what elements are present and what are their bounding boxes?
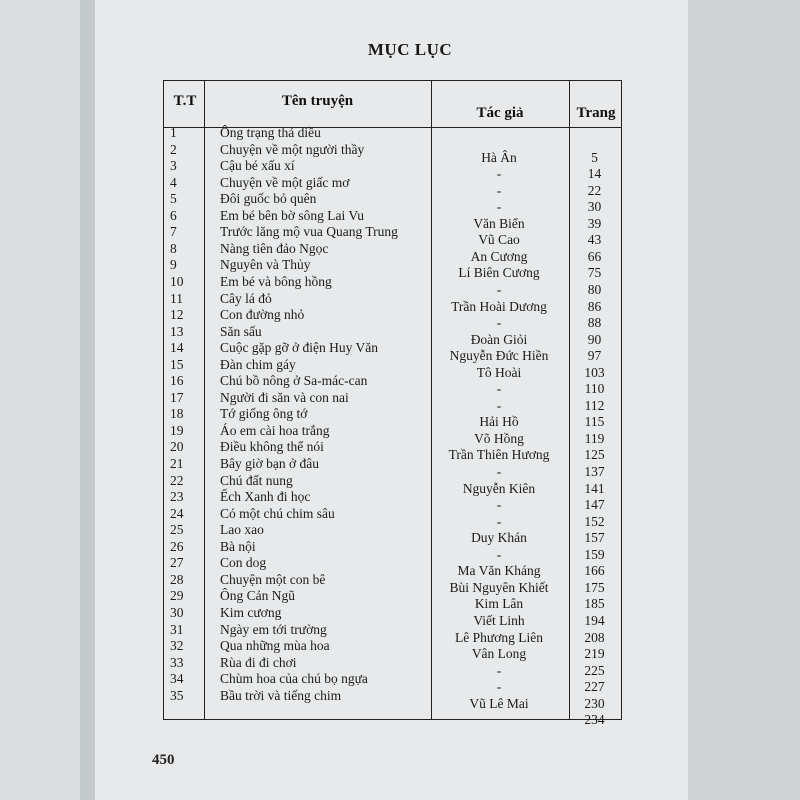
row-page: 227: [584, 679, 605, 695]
page-number: 450: [152, 752, 175, 768]
row-number: 34: [170, 671, 184, 687]
row-page: 86: [587, 298, 602, 314]
row-title: Chùm hoa của chú bọ ngựa: [220, 671, 368, 687]
row-author: -: [496, 679, 502, 695]
header-tt: T.T: [173, 93, 197, 109]
row-title: Cây lá đỏ: [220, 290, 272, 306]
row-author: Bùi Nguyên Khiết: [449, 579, 549, 595]
row-page: 5: [591, 149, 598, 165]
row-title: Em bé và bông hồng: [220, 273, 332, 289]
row-author: Trần Hoài Dương: [451, 298, 547, 314]
row-author: -: [496, 546, 502, 562]
row-page: 110: [584, 381, 605, 397]
row-number: 17: [170, 389, 184, 405]
table-row: [164, 456, 621, 479]
row-page: 152: [584, 513, 605, 529]
row-author: -: [496, 381, 502, 397]
row-page: 141: [584, 480, 605, 496]
row-title: Nàng tiên đảo Ngọc: [220, 240, 329, 256]
row-author: Lí Biên Cương: [458, 265, 540, 281]
row-number: 15: [170, 356, 184, 372]
row-number: 7: [170, 224, 177, 240]
row-author: Hải Hồ: [479, 414, 519, 430]
row-number: 5: [170, 191, 177, 207]
row-author: Trần Thiên Hương: [448, 447, 550, 463]
row-number: 6: [170, 207, 177, 223]
row-number: 12: [170, 307, 184, 323]
row-page: 66: [587, 248, 602, 264]
book-spine-edge: [80, 0, 96, 800]
row-number: 24: [170, 505, 184, 521]
row-title: Chuyện một con bê: [220, 571, 326, 587]
row-page: 75: [587, 265, 602, 281]
row-title: Em bé bên bờ sông Lai Vu: [220, 207, 365, 223]
row-author: -: [496, 182, 502, 198]
row-title: Trước lăng mộ vua Quang Trung: [220, 224, 398, 240]
row-number: 18: [170, 406, 184, 422]
row-page: 90: [587, 331, 602, 347]
row-page: 157: [584, 530, 605, 546]
row-title: Chú bồ nông ở Sa-mác-can: [220, 373, 368, 389]
row-title: Ngày em tới trường: [220, 621, 327, 637]
table-row: [164, 439, 621, 463]
row-page: 14: [587, 166, 602, 182]
row-number: 9: [170, 257, 177, 273]
row-page: 185: [584, 596, 605, 612]
table-row: [164, 621, 621, 645]
facing-page: [688, 0, 800, 800]
row-author: -: [496, 464, 502, 479]
row-page: 137: [584, 464, 605, 479]
row-author: Vũ Cao: [478, 232, 520, 248]
row-title: Chuyện về một người thầy: [220, 141, 365, 157]
row-page: 22: [587, 182, 602, 198]
row-author: Văn Biển: [473, 215, 525, 231]
row-author: -: [496, 166, 502, 182]
row-number: 35: [170, 687, 184, 703]
row-title: Chuyện về một giấc mơ: [220, 174, 350, 190]
row-author: Lê Phương Liên: [455, 629, 543, 645]
row-page: 119: [584, 430, 605, 446]
row-author: Kim Lân: [474, 596, 524, 612]
row-number: 25: [170, 522, 184, 538]
row-page: 43: [587, 232, 602, 248]
row-title: Con đường nhỏ: [220, 307, 305, 323]
row-title: Bà nội: [220, 538, 256, 554]
row-page: 30: [587, 199, 602, 215]
row-author: Vũ Lê Mai: [469, 695, 529, 711]
row-number: 13: [170, 323, 184, 339]
row-page: 225: [584, 662, 605, 678]
row-author: Võ Hồng: [474, 430, 524, 446]
row-page: 39: [587, 215, 602, 231]
row-number: 3: [170, 158, 177, 174]
header-author: Tác giả: [476, 105, 524, 121]
row-author: Nguyễn Kiên: [462, 480, 536, 496]
row-title: Đàn chim gáy: [220, 356, 296, 372]
row-title: Bầu trời và tiếng chim: [220, 687, 342, 703]
row-number: 1: [170, 125, 177, 140]
row-author: -: [496, 513, 502, 529]
row-title: Lao xao: [220, 522, 264, 538]
header-page: Trang: [576, 105, 616, 121]
row-title: Ông Cản Ngũ: [220, 588, 295, 604]
row-page: 97: [587, 348, 602, 364]
row-author: An Cương: [470, 248, 528, 264]
row-title: Người đi săn và con nai: [220, 389, 349, 405]
table-row: [164, 141, 621, 165]
row-author: Hà Ân: [481, 149, 517, 165]
row-title: Cuộc gặp gỡ ở điện Huy Văn: [220, 340, 379, 356]
page-title: MỤC LỤC: [367, 40, 453, 59]
row-number: 33: [170, 654, 184, 670]
row-number: 10: [170, 273, 184, 289]
row-page: 103: [584, 364, 605, 380]
row-page: 159: [584, 546, 605, 562]
row-title: Cậu bé xấu xí: [220, 158, 295, 174]
row-number: 21: [170, 456, 184, 471]
row-author: -: [496, 497, 502, 513]
row-number: 23: [170, 489, 184, 505]
table-row: [164, 125, 621, 141]
row-number: 4: [170, 174, 177, 190]
row-page: 194: [584, 612, 605, 628]
row-title: Săn sấu: [220, 323, 262, 339]
row-author: -: [496, 199, 502, 215]
row-number: 28: [170, 571, 184, 587]
table-row: [164, 472, 621, 496]
row-author: Đoàn Giỏi: [470, 331, 528, 347]
row-title: Điều không thể nói: [220, 439, 324, 455]
row-title: Áo em cài hoa trắng: [220, 422, 330, 438]
row-author: -: [496, 662, 502, 678]
row-author: Tô Hoài: [476, 364, 522, 380]
row-title: Đôi guốc bỏ quên: [220, 191, 317, 207]
row-number: 11: [170, 290, 183, 306]
row-title: Ếch Xanh đi học: [220, 489, 311, 505]
row-page: 230: [584, 695, 605, 711]
row-number: 29: [170, 588, 184, 604]
row-author: Ma Văn Kháng: [457, 563, 541, 579]
row-title: Có một chú chim sâu: [220, 505, 335, 521]
row-title: Ông trạng thả diều: [220, 125, 321, 140]
row-number: 2: [170, 141, 177, 157]
toc-table: [163, 80, 622, 728]
row-number: 31: [170, 621, 184, 637]
row-page: 219: [584, 646, 605, 662]
row-number: 16: [170, 373, 184, 389]
row-page: 147: [584, 497, 605, 513]
row-title: Bây giờ bạn ở đâu: [220, 456, 320, 471]
row-number: 32: [170, 638, 184, 654]
row-author: -: [496, 315, 502, 331]
row-title: Qua những mùa hoa: [220, 638, 330, 654]
row-page: 208: [584, 629, 605, 645]
row-page: 112: [584, 397, 605, 413]
header-title: Tên truyện: [281, 93, 354, 109]
row-author: -: [496, 281, 502, 297]
row-title: Kim cương: [220, 604, 282, 620]
row-page: 125: [584, 447, 605, 463]
row-title: Rùa đi đi chơi: [220, 654, 297, 670]
row-page: 115: [584, 414, 605, 430]
row-author: Viết Linh: [473, 612, 525, 628]
row-number: 26: [170, 538, 184, 554]
row-title: Nguyên và Thủy: [220, 257, 311, 273]
row-title: Con dog: [220, 555, 267, 571]
row-author: Nguyễn Đức Hiền: [449, 348, 549, 364]
row-author: Vân Long: [471, 646, 527, 662]
table-row: [164, 290, 621, 314]
row-number: 8: [170, 240, 177, 256]
row-number: 30: [170, 604, 184, 620]
row-number: 14: [170, 340, 184, 356]
row-page: 234: [584, 712, 605, 728]
row-number: 22: [170, 472, 184, 488]
row-page: 80: [587, 281, 602, 297]
row-author: -: [496, 397, 502, 413]
row-page: 88: [587, 315, 602, 331]
row-author: Duy Khán: [471, 530, 527, 546]
table-row: [164, 704, 621, 728]
row-title: Tớ giống ông tớ: [220, 406, 308, 422]
row-page: 175: [584, 579, 605, 595]
row-page: 166: [584, 563, 605, 579]
row-title: Chú đất nung: [220, 472, 293, 488]
row-number: 20: [170, 439, 184, 455]
row-number: 27: [170, 555, 184, 571]
row-number: 19: [170, 422, 184, 438]
